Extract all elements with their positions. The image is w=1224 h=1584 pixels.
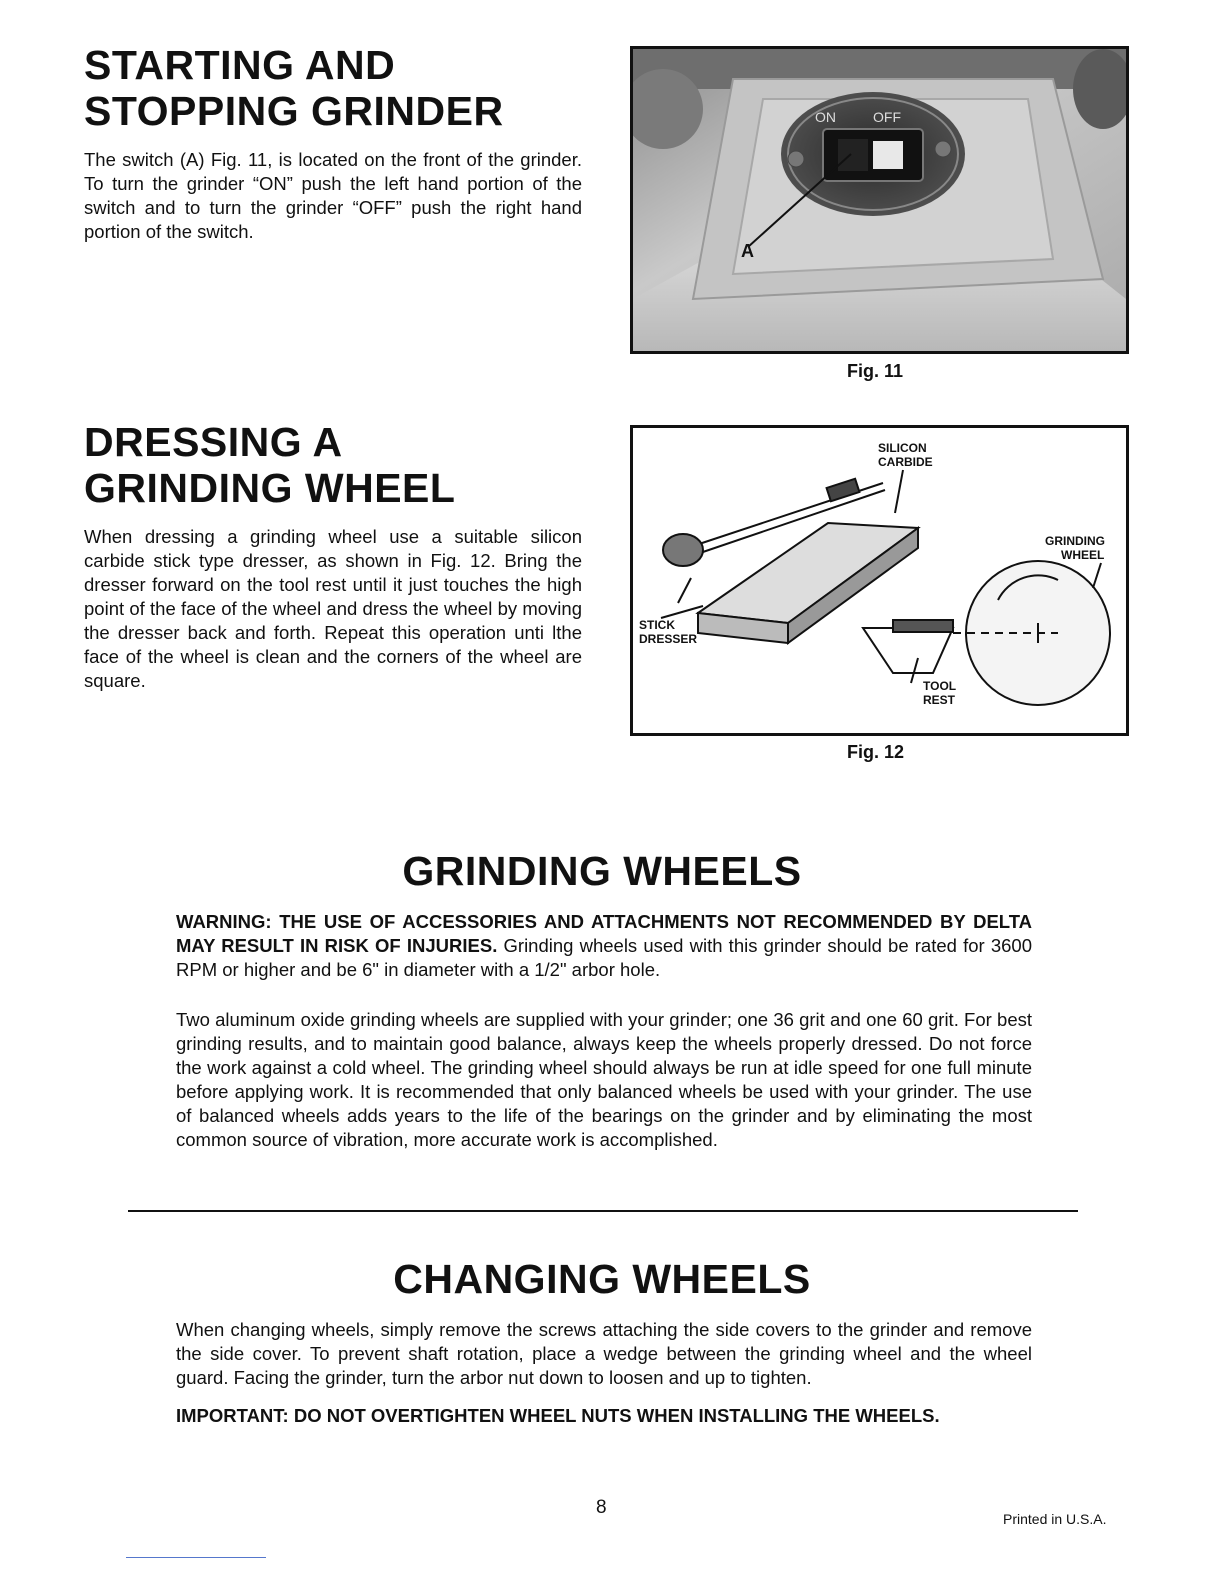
figure-12-caption: Fig. 12 [847, 742, 905, 762]
section-title: GRINDING WHEELS [402, 848, 802, 894]
section-grinding-wheels [176, 910, 1032, 1152]
page-number: 8 [596, 1497, 607, 1518]
rest-label: REST [923, 693, 956, 707]
section-grinding-wheels-title [0, 848, 1204, 894]
silicon-label: SILICON [878, 441, 927, 455]
on-label: ON [815, 109, 836, 125]
section-body: When dressing a grinding wheel use a suitable silicon carbide stick type dresser, as shown in Fig. 12. Bring the dresser forward on the tool rest until it just touches the high point of the face of the wheel and dress the wheel by moving the dresser back and forth. Repeat this operation unti lthe face of the wheel is clean and the corners of the wheel are square. [84, 526, 582, 691]
wheel-label: WHEEL [1061, 548, 1105, 562]
off-label: OFF [873, 109, 901, 125]
tool-label: TOOL [923, 679, 957, 693]
switch-photo-illustration [633, 49, 1126, 351]
title-line-2: STOPPING GRINDER [84, 88, 504, 134]
figure-11-caption: Fig. 11 [847, 361, 904, 381]
pointer-a-label: A [741, 241, 754, 261]
footer-rule [126, 1557, 266, 1558]
warning-paragraph [176, 910, 1032, 982]
dressing-diagram [633, 428, 1126, 733]
printed-in: Printed in U.S.A. [1003, 1511, 1107, 1527]
carbide-label: CARBIDE [878, 455, 933, 469]
section-starting-stopping [84, 42, 584, 244]
dresser-label: DRESSER [639, 632, 698, 646]
title-line-1: STARTING AND [84, 42, 396, 88]
figure-12-diagram [630, 425, 1129, 736]
section-title: CHANGING WHEELS [393, 1256, 811, 1302]
section-title [84, 42, 584, 134]
section-title [84, 419, 584, 511]
stick-label: STICK [639, 618, 675, 632]
section-dressing [84, 419, 584, 693]
section-changing-wheels [176, 1318, 1032, 1428]
title-line-1: DRESSING A [84, 419, 343, 465]
grinding-label: GRINDING [1045, 534, 1105, 548]
section-body: When changing wheels, simply remove the screws attaching the side covers to the grinder and remove the side cover. To prevent shaft rotation, place a wedge between the grinding wheel and the wheel guard. Facing the grinder, turn the arbor nut down to loosen and up to tighten. [176, 1319, 1032, 1388]
section-changing-wheels-title [0, 1256, 1204, 1302]
section-body: The switch (A) Fig. 11, is located on the front of the grinder. To turn the grinder “ON” push the left hand portion of the switch and to turn the grinder “OFF” push the right hand portion of the switch. [84, 149, 582, 242]
section-divider [128, 1210, 1078, 1212]
figure-11-photo [630, 46, 1129, 354]
title-line-2: GRINDING WHEEL [84, 465, 456, 511]
important-note: IMPORTANT: DO NOT OVERTIGHTEN WHEEL NUTS WHEN INSTALLING THE WHEELS. [176, 1405, 940, 1426]
warning-text: WARNING: THE USE OF ACCESSORIES AND ATTACHMENTS NOT RECOMMENDED BY DELTA MAY RESULT IN RISK OF INJURIES. [176, 911, 1032, 956]
section-body: Two aluminum oxide grinding wheels are supplied with your grinder; one 36 grit and one 60 grit. For best grinding results, and to maintain good balance, always keep the wheels properly dressed. Do not force the work against a cold wheel. The grinding wheel should always be run at idle speed for one full minute before applying work. It is recommended that only balanced wheels be used with your grinder. The use of balanced wheels adds years to the life of the bearings on the grinder and by eliminating the most common source of vibration, more accurate work is accomplished. [176, 1009, 1032, 1150]
warning-rest: Grinding wheels used with this grinder should be rated for 3600 RPM or higher and be 6" in diameter with a 1/2" arbor hole. [176, 935, 1032, 980]
